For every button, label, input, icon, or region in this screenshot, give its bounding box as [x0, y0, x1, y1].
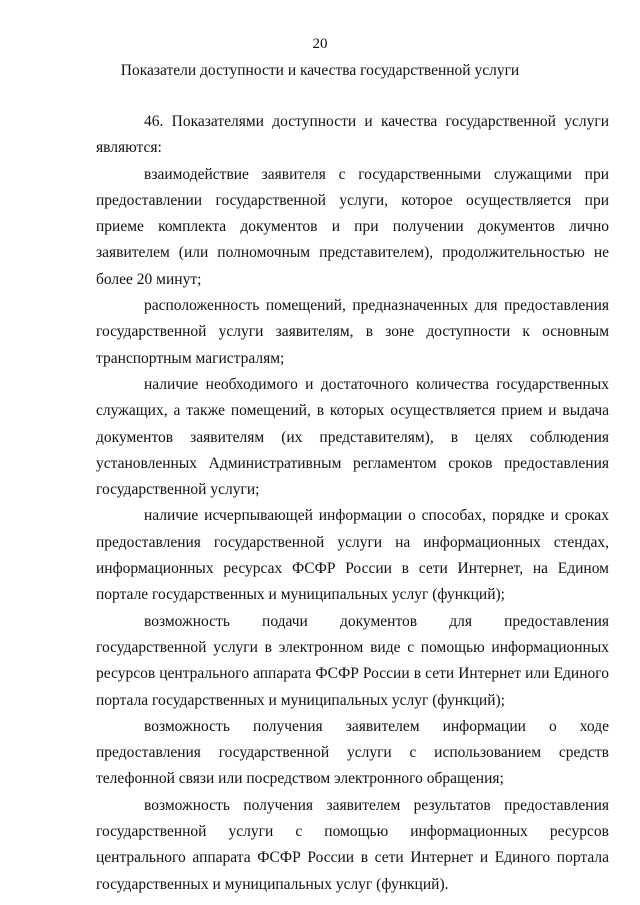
paragraph-information: наличие исчерпывающей информации о способах, порядке и сроках предоставления государственной услуги на информационных стендах, информационных ресурсах ФСФР России в сети Интернет, на Едином портале государственных и муниципальных услуг (функций);: [96, 507, 609, 604]
paragraph-staff: наличие необходимого и достаточного количества государственных служащих, а также помещений, в которых осуществляется прием и выдача документов заявителям (их представителям), в целях соблюдения установленных Административным регламентом сроков предоставления государственной услуги;: [96, 375, 609, 499]
paragraph-location: расположенность помещений, предназначенных для предоставления государственной услуги заявителям, в зоне доступности к основным транспортным магистралям;: [96, 297, 609, 367]
paragraph-interaction: взаимодействие заявителя с государственными служащими при предоставлении государственной услуги, которое осуществляется при приеме комплекта документов и при получении документов лично заявителем (или полномочным представителем), продолжительностью не более 20 минут;: [96, 165, 609, 288]
paragraph-electronic-submission: возможность подачи документов для предоставления государственной услуги в электронном виде с помощью информационных ресурсов центрального аппарата ФСФР России в сети Интернет или Единого портала государственных и муниципальных услуг (функций);: [96, 612, 609, 709]
body-text: [96, 109, 609, 898]
paragraph-status-info: возможность получения заявителем информации о ходе предоставления государственной услуги с использованием средств телефонной связи или посредством электронного обращения;: [96, 717, 609, 788]
page-number: 20: [312, 36, 328, 52]
paragraph-results: возможность получения заявителем результатов предоставления государственной услуги с помощью информационных ресурсов центрального аппарата ФСФР России в сети Интернет и Единого портала государственных и муниципальных услуг (функций).: [96, 796, 609, 893]
paragraph-intro: 46. Показателями доступности и качества государственной услуги являются:: [96, 113, 609, 157]
section-heading: Показатели доступности и качества государственной услуги: [120, 62, 520, 79]
